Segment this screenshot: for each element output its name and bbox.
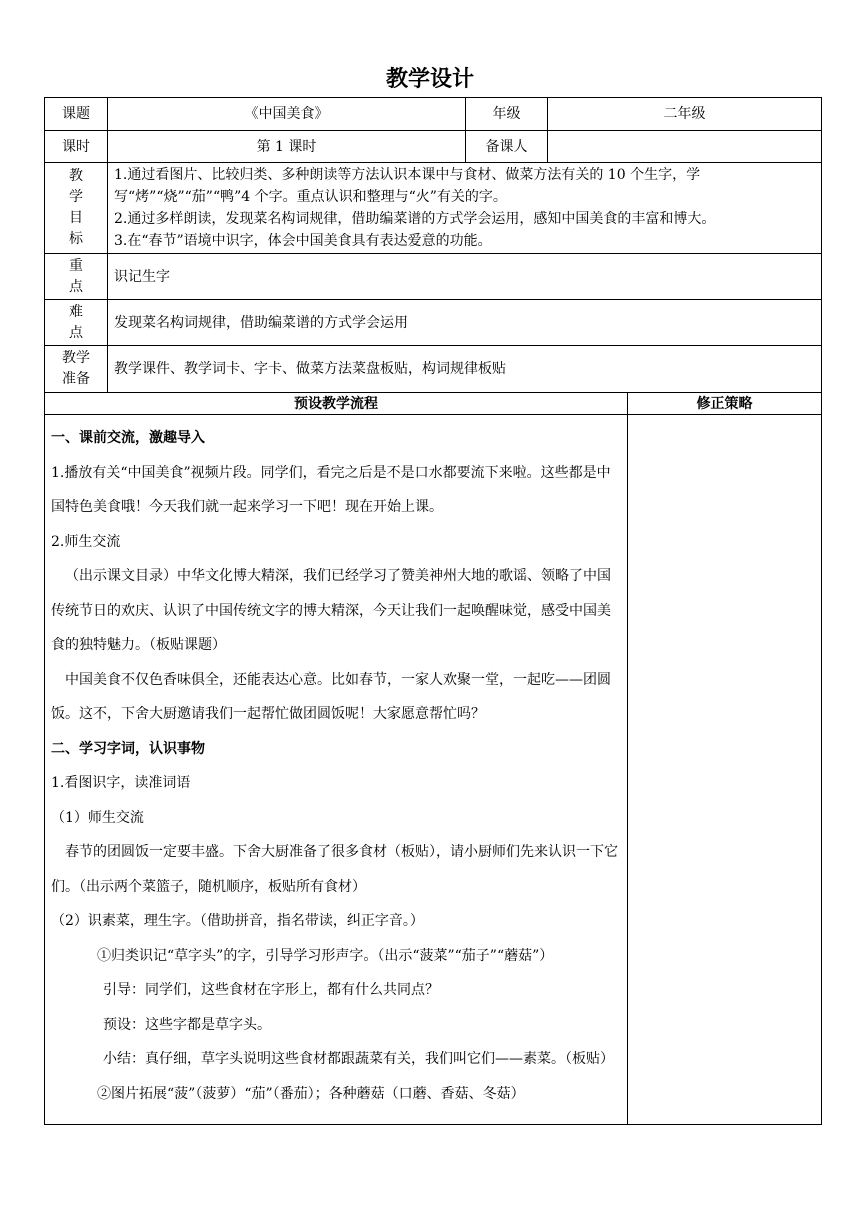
- topic-value: 《中国美食》: [108, 98, 466, 131]
- objective-item: 2.通过多样朗读，发现菜名构词规律，借助编菜谱的方式学会运用，感知中国美食的丰富和博大。: [114, 211, 716, 227]
- objective-item: 3.在“春节”语境中识字，体会中国美食具有表达爱意的功能。: [114, 233, 492, 249]
- key-point-label-char: 重: [69, 257, 83, 274]
- objectives-label-char: 标: [69, 231, 83, 247]
- flow-content: [45, 415, 628, 1125]
- period-label: 课时: [45, 131, 108, 163]
- preparation-value: 教学课件、教学词卡、字卡、做菜方法菜盘板贴，构词规律板贴: [108, 346, 822, 393]
- flow-paragraph: ①归类识记“草字头”的字，引导学习形声字。（出示“菠菜”“茄子”“蘑菇”）: [97, 947, 554, 964]
- flow-paragraph: ②图片拓展“菠”（菠萝）“茄”（番茄）；各种蘑菇（口蘑、香菇、冬菇）: [97, 1085, 525, 1102]
- flow-header-row: [45, 393, 822, 415]
- key-point-row: [45, 254, 822, 300]
- difficulty-row: [45, 300, 822, 346]
- objectives-row: [45, 163, 822, 254]
- flow-paragraph: （2）识素菜，理生字。（借助拼音，指名带读，纠正字音。）: [51, 913, 424, 929]
- topic-row: [45, 98, 822, 131]
- preparation-label: [45, 346, 108, 393]
- flow-paragraph: 1.播放有关“中国美食”视频片段。同学们，看完之后是不是口水都要流下来啦。这些都是中国特色美食哦！今天我们就一起来学习一下吧！现在开始上课。: [51, 464, 611, 515]
- grade-label: 年级: [466, 98, 548, 131]
- flow-body-row: [45, 415, 822, 1125]
- section-heading: 二、学习字词，认识事物: [51, 740, 205, 757]
- period-value: 第 1 课时: [108, 131, 466, 163]
- flow-paragraph: 2.师生交流: [51, 533, 121, 550]
- flow-paragraph: 1.看图识字，读准词语: [51, 775, 191, 791]
- key-point-label-char: 点: [69, 278, 83, 295]
- flow-header-left: 预设教学流程: [45, 393, 628, 415]
- difficulty-value: 发现菜名构词规律，借助编菜谱的方式学会运用: [108, 300, 822, 346]
- flow-paragraph: 引导：同学们，这些食材在字形上，都有什么共同点？: [103, 982, 439, 998]
- preparation-label-char: 准备: [62, 371, 90, 387]
- preparer-value: [548, 131, 822, 163]
- key-point-value: 识记生字: [108, 254, 822, 300]
- topic-label: 课题: [45, 98, 108, 131]
- period-row: [45, 131, 822, 163]
- difficulty-label-char: 点: [69, 324, 83, 341]
- preparation-row: [45, 346, 822, 393]
- flow-header-right: 修正策略: [628, 393, 822, 415]
- flow-paragraph: 预设：这些字都是草字头。: [103, 1016, 271, 1033]
- flow-paragraph: （1）师生交流: [51, 809, 144, 826]
- revision-strategy-cell: [628, 415, 822, 1125]
- page-title: 教学设计: [385, 67, 474, 92]
- flow-paragraph: 中国美食不仅色香味俱全，还能表达心意。比如春节，一家人欢聚一堂，一起吃——团圆饭。这不，下舍大厨邀请我们一起帮忙做团圆饭呢！大家愿意帮忙吗？: [51, 671, 611, 722]
- objectives-label-char: 目: [69, 210, 83, 226]
- grade-value: 二年级: [548, 98, 822, 131]
- objectives-label-char: 学: [69, 189, 83, 205]
- difficulty-label-char: 难: [69, 303, 83, 320]
- preparation-label-char: 教学: [62, 350, 90, 366]
- difficulty-label: [45, 300, 108, 346]
- objectives-content: [108, 163, 822, 254]
- preparer-label: 备课人: [466, 131, 548, 163]
- section-heading: 一、课前交流，激趣导入: [51, 430, 205, 446]
- objectives-label: [45, 163, 108, 254]
- key-point-label: [45, 254, 108, 300]
- objectives-label-char: 教: [69, 168, 83, 184]
- flow-paragraph: 小结：真仔细，草字头说明这些食材都跟蔬菜有关，我们叫它们——素菜。（板贴）: [103, 1051, 614, 1067]
- lesson-plan-table: [44, 97, 822, 1125]
- objective-item: 1.通过看图片、比较归类、多种朗读等方法认识本课中与食材、做菜方法有关的 10 个生字，学写“烤”“烧”“茄”“鸭”4 个字。重点认识和整理与“火”有关的字。: [114, 167, 701, 205]
- flow-paragraph: （出示课文目录）中华文化博大精深，我们已经学习了赞美神州大地的歌谣、领略了中国传统节日的欢庆、认识了中国传统文字的博大精深，今天让我们一起唤醒味觉，感受中国美食的独特魅力。（板贴课题）: [51, 568, 611, 653]
- flow-paragraph: 春节的团圆饭一定要丰盛。下舍大厨准备了很多食材（板贴），请小厨师们先来认识一下它们。（出示两个菜篮子，随机顺序，板贴所有食材）: [51, 844, 618, 895]
